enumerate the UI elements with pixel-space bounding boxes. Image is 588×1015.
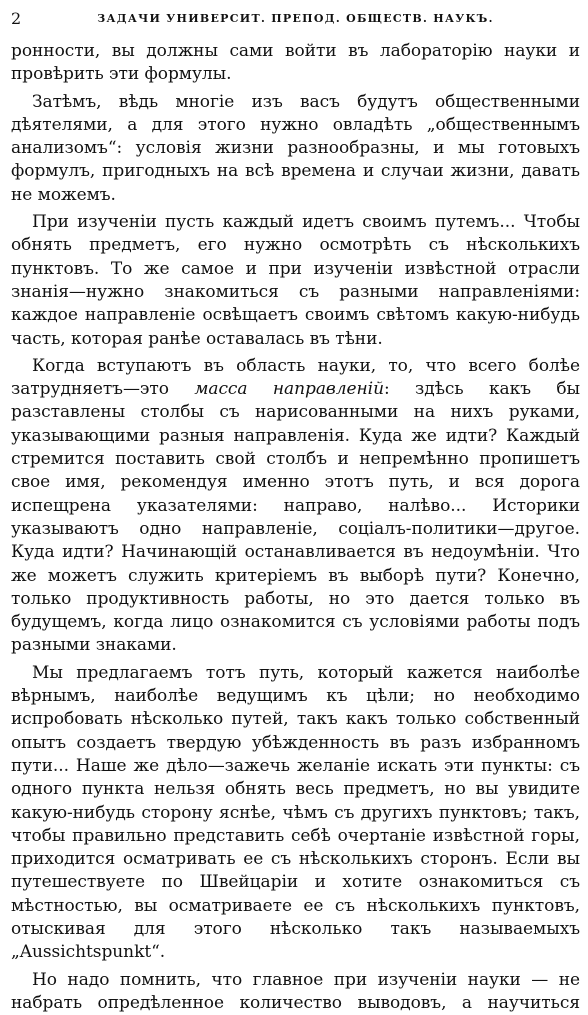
paragraph-2 <box>11 91 580 207</box>
paragraph-text: Когда вступаютъ въ область науки, то, что всего болѣе затрудняетъ—это <box>11 355 580 400</box>
paragraph-6 <box>11 969 580 1015</box>
paragraph-text: Но надо помнить, что главное при изученіи науки — не набрать опредѣленное количество выводовъ, а научиться <box>11 969 580 1013</box>
paragraph-text: ронности, вы должны сами войти въ лабораторію науки и провѣрить эти формулы. <box>11 41 580 85</box>
paragraph-text-continued: : здѣсь какъ бы разставлены столбы съ нарисованными на нихъ руками, указывающими разныя направленія. Куда же идти? Каждый стремится поставить свой столбъ и непремѣнно пропишетъ свое имя, рекомендуя именно этотъ путь, и вся дорога испещрена указателями: направо, налѣво... Историки указываютъ одно направленіе, соціалъ-политики—другое. Куда идти? Начинающій останавливается въ недоумѣніи. Что же можетъ служить критеріемъ въ выборѣ пути? Конечно, только продуктивность работы, но это дается только въ будущемъ, когда лицо ознакомится съ условіями работы подъ разными знаками. <box>11 379 581 656</box>
emphasized-phrase: масса направленій <box>194 379 384 400</box>
paragraph-text: При изученіи пусть каждый идетъ своимъ путемъ... Чтобы обнять предметъ, его нужно осмотрѣть съ нѣсколькихъ пунктовъ. То же самое и при изученіи извѣстной отрасли знанія—нужно знакомиться съ разными направленіями: каждое направленіе освѣщаетъ своимъ свѣтомъ какую-нибудь часть, которая ранѣе оставалась въ тѣни. <box>11 212 580 349</box>
paragraph-4 <box>11 355 580 658</box>
page-body <box>11 40 580 1015</box>
paragraph-5 <box>11 662 580 965</box>
paragraph-text: Мы предлагаемъ тотъ путь, который кажется наиболѣе вѣрнымъ, наиболѣе ведущимъ къ цѣли; но необходимо испробовать нѣсколько путей, такъ какъ только собственный опытъ создаетъ твердую убѣжденность въ разъ избранномъ пути... Наше же дѣло—зажечь желаніе искать эти пункты: съ одного пункта нельзя обнять весь предметъ, но вы увидите какую-нибудь сторону яснѣе, чѣмъ съ другихъ пунктовъ; такъ, чтобы правильно представить себѣ очертаніе извѣстной горы, приходится осматривать ее съ нѣсколькихъ сторонъ. Если вы путешествуете по Швейцаріи и хотите ознакомиться съ мѣстностью, вы осматриваете ее съ нѣсколькихъ пунктовъ, отыскивая для этого нѣсколько такъ называемыхъ „Aussichtspunkt“. <box>11 662 580 963</box>
paragraph-3 <box>11 211 580 351</box>
page-number: 2 <box>11 8 22 28</box>
page-header <box>11 6 580 30</box>
paragraph-text: Затѣмъ, вѣдь многіе изъ васъ будутъ общественными дѣятелями, а для этого нужно овладѣть „общественнымъ анализомъ“: условія жизни разнообразны, и мы готовыхъ формулъ, пригодныхъ на всѣ времена и случаи жизни, давать не можемъ. <box>11 91 580 205</box>
paragraph-1 <box>11 40 580 87</box>
running-title: ЗАДАЧИ УНИВЕРСИТ. ПРЕПОД. ОБЩЕСТВ. НАУКЪ. <box>97 11 494 25</box>
